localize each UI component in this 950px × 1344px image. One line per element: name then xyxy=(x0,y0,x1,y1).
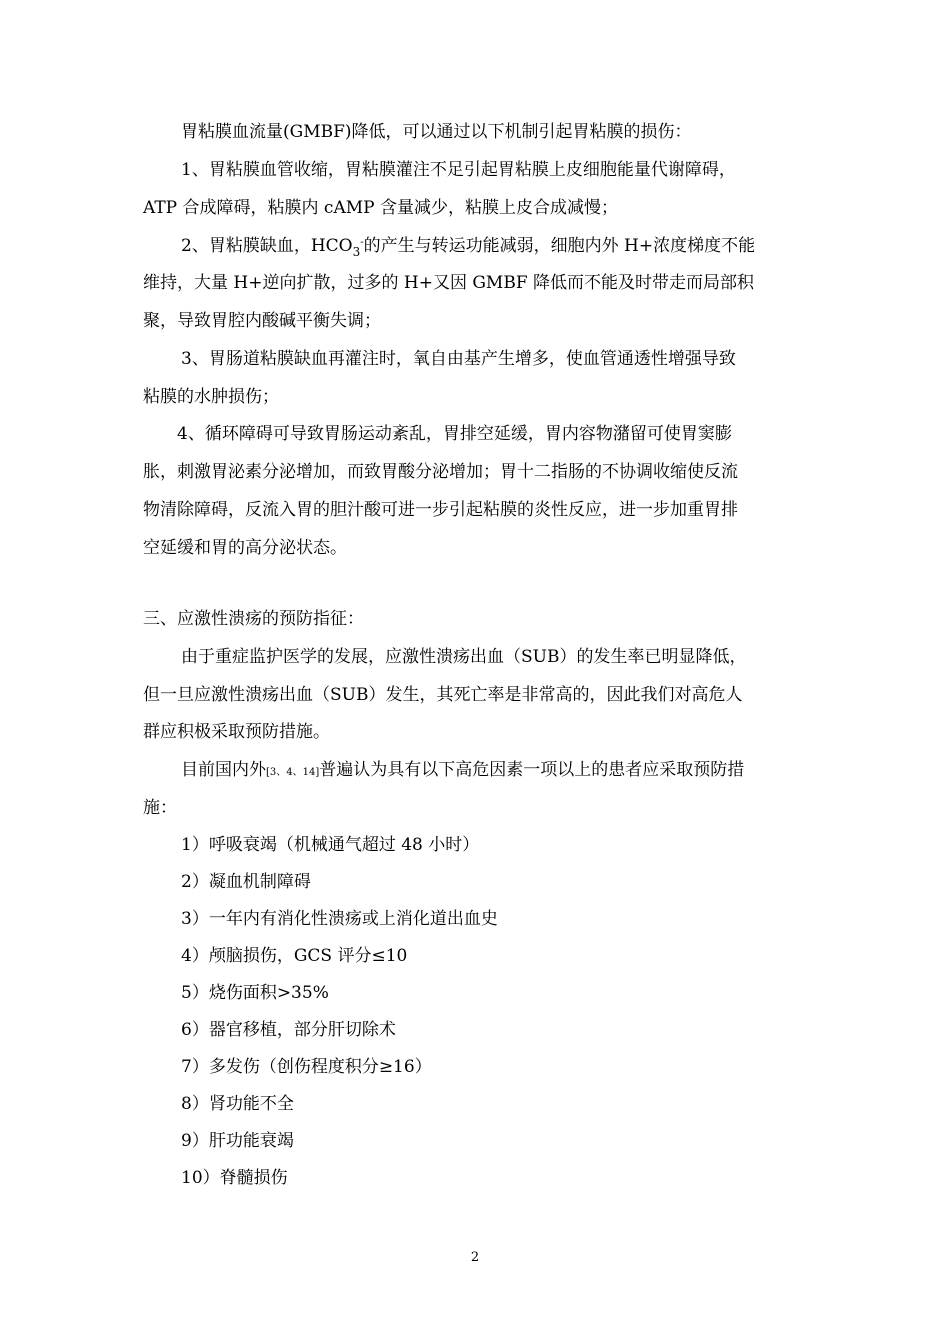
section-p1-line-1: 由于重症监护医学的发展，应激性溃疡出血（SUB）的发生率已明显降低， xyxy=(181,647,747,667)
section-p2-text-b: 普遍认为具有以下高危因素一项以上的患者应采取预防措 xyxy=(319,760,745,780)
section-heading: 三、应激性溃疡的预防指征： xyxy=(143,609,364,629)
paragraph-intro: 胃粘膜血流量(GMBF)降低，可以通过以下机制引起胃粘膜的损伤： xyxy=(181,122,692,142)
superscript-minus: - xyxy=(360,237,364,248)
section-p2-line-2: 施： xyxy=(143,798,177,818)
risk-factor-item: 3）一年内有消化性溃疡或上消化道出血史 xyxy=(181,909,498,929)
risk-factor-item: 2）凝血机制障碍 xyxy=(181,872,311,892)
mechanism-3-line-2: 粘膜的水肿损伤； xyxy=(143,387,279,407)
mechanism-2-text-a: 2、胃粘膜缺血，HCO xyxy=(181,236,353,256)
page-number: 2 xyxy=(470,1250,480,1265)
risk-factor-item: 4）颅脑损伤，GCS 评分≤10 xyxy=(181,946,408,966)
section-p1-line-2: 但一旦应激性溃疡出血（SUB）发生，其死亡率是非常高的，因此我们对高危人 xyxy=(143,685,743,705)
section-p1-line-3: 群应积极采取预防措施。 xyxy=(143,722,330,742)
mechanism-1-line-1: 1、胃粘膜血管收缩，胃粘膜灌注不足引起胃粘膜上皮细胞能量代谢障碍， xyxy=(181,160,736,180)
mechanism-2-line-3: 聚，导致胃腔内酸碱平衡失调； xyxy=(143,311,381,331)
section-p2-text-a: 目前国内外 xyxy=(181,760,266,780)
mechanism-2-line-1 xyxy=(181,234,755,261)
risk-factor-item: 6）器官移植，部分肝切除术 xyxy=(181,1020,396,1040)
risk-factor-item: 8）肾功能不全 xyxy=(181,1094,294,1114)
section-p2-line-1 xyxy=(181,758,744,785)
mechanism-3-line-1: 3、胃肠道粘膜缺血再灌注时，氧自由基产生增多，使血管通透性增强导致 xyxy=(181,349,736,369)
risk-factor-item: 7）多发伤（创伤程度积分≥16） xyxy=(181,1057,432,1077)
risk-factor-item: 10）脊髓损伤 xyxy=(181,1168,288,1188)
risk-factor-item: 1）呼吸衰竭（机械通气超过 48 小时） xyxy=(181,835,480,855)
mechanism-4-line-2: 胀，刺激胃泌素分泌增加，而致胃酸分泌增加；胃十二指肠的不协调收缩使反流 xyxy=(143,462,738,482)
mechanism-4-line-1: 4、循环障碍可导致胃肠运动紊乱，胃排空延缓，胃内容物潴留可使胃窦膨 xyxy=(177,424,732,444)
risk-factor-item: 5）烧伤面积>35% xyxy=(181,983,329,1003)
mechanism-4-line-4: 空延缓和胃的高分泌状态。 xyxy=(143,538,347,558)
citation-ref: [3、4、14] xyxy=(266,767,320,778)
mechanism-2-text-b: 的产生与转运功能减弱，细胞内外 H+浓度梯度不能 xyxy=(363,236,756,256)
mechanism-1-line-2: ATP 合成障碍，粘膜内 cAMP 含量减少，粘膜上皮合成减慢； xyxy=(143,198,618,218)
risk-factor-item: 9）肝功能衰竭 xyxy=(181,1131,294,1151)
mechanism-2-line-2: 维持，大量 H+逆向扩散，过多的 H+又因 GMBF 降低而不能及时带走而局部积 xyxy=(143,273,755,293)
mechanism-4-line-3: 物清除障碍，反流入胃的胆汁酸可进一步引起粘膜的炎性反应，进一步加重胃排 xyxy=(143,500,738,520)
subscript-3: 3 xyxy=(352,245,361,259)
